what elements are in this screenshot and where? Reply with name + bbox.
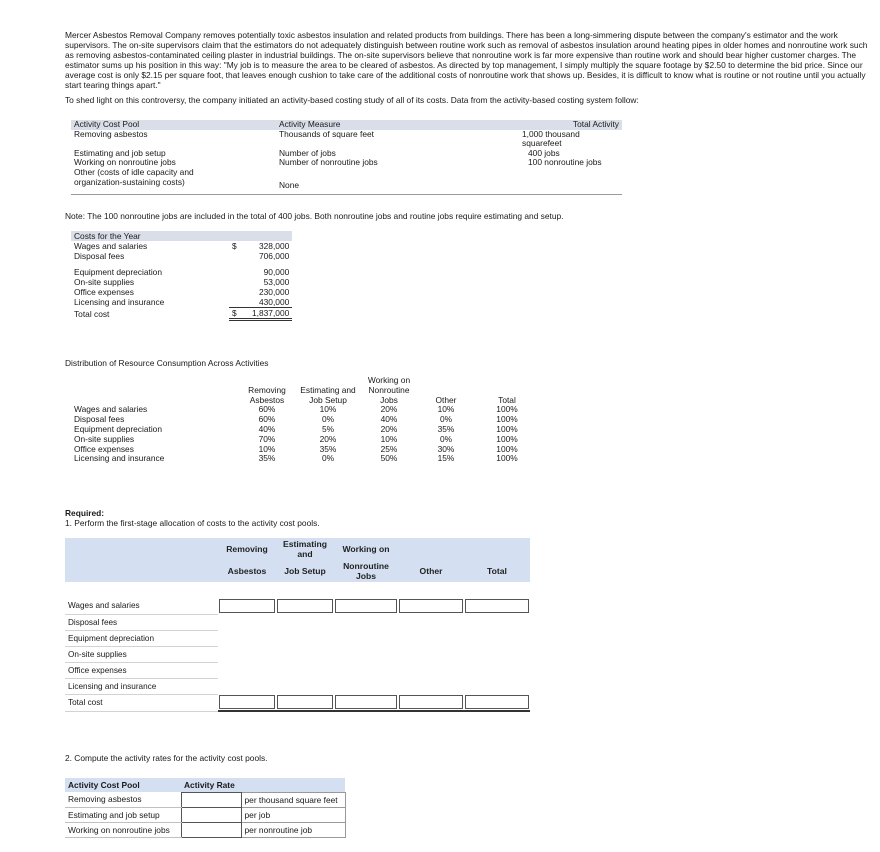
dist-value: 10% — [319, 404, 337, 415]
cost-label: Wages and salaries — [74, 241, 148, 251]
distribution-title: Distribution of Resource Consumption Across Activities — [65, 358, 269, 368]
cost-dollar: $ — [229, 308, 249, 320]
cost-total-row — [71, 308, 292, 320]
pool-total: 100 nonroutine jobs — [528, 157, 602, 168]
cost-row — [71, 241, 292, 251]
dist-value: 60% — [258, 404, 276, 415]
dist-header-nonroutine-3: Jobs — [380, 394, 398, 405]
pool-total: 1,000 thousand squarefeet — [522, 128, 580, 149]
grid-h-job-setup: Job Setup — [276, 560, 334, 582]
distribution-row — [71, 454, 537, 464]
dist-value: 100% — [496, 414, 518, 425]
pool-total — [446, 168, 622, 178]
dist-value: 20% — [319, 433, 337, 444]
measure-header: Activity Measure — [276, 120, 446, 130]
cost-dollar — [229, 287, 249, 297]
grid-row-label: Licensing and insurance — [65, 678, 218, 694]
rate-input[interactable] — [181, 822, 241, 837]
dist-row-label: Office expenses — [74, 443, 134, 454]
dist-value: 35% — [319, 443, 337, 454]
grid-h-estimating: Estimating and — [276, 538, 334, 560]
rate-input[interactable] — [181, 807, 241, 822]
dist-value: 15% — [437, 453, 455, 464]
dist-value: 5% — [321, 423, 335, 434]
grid-h-total: Total — [464, 560, 530, 582]
note-text: Note: The 100 nonroutine jobs are included in the total of 400 jobs. Both nonroutine jobs and routine jobs require estimating and setup. — [65, 211, 564, 221]
allocation-grid — [65, 538, 530, 712]
dist-value: 0% — [439, 414, 453, 425]
grid-row — [65, 630, 530, 646]
pool-total: 400 jobs — [528, 147, 560, 158]
grid-h-nonroutine: Nonroutine Jobs — [334, 560, 398, 582]
rate-pool-header: Activity Cost Pool — [65, 778, 181, 792]
cost-label: Office expenses — [74, 287, 134, 297]
pool-measure — [276, 168, 446, 178]
pool-name: Estimating and job setup — [74, 147, 166, 158]
dist-row-label: On-site supplies — [74, 433, 135, 444]
activity-rate-table — [65, 778, 346, 838]
dist-row-label: Wages and salaries — [74, 404, 148, 415]
grid-row-label: Disposal fees — [65, 614, 218, 630]
dist-header-nonroutine-2: Nonroutine — [368, 384, 410, 395]
grid-row-label: Equipment depreciation — [65, 630, 218, 646]
distribution-row — [71, 405, 537, 415]
cost-row — [71, 287, 292, 297]
distribution-header-row — [71, 386, 537, 396]
pool-measure: Number of jobs — [279, 147, 336, 158]
pool-measure: Number of nonroutine jobs — [279, 157, 378, 168]
grid-row — [65, 694, 530, 711]
input-cell[interactable] — [465, 599, 529, 613]
cost-label: Licensing and insurance — [74, 297, 165, 308]
dist-value: 35% — [437, 423, 455, 434]
grid-h-other: Other — [398, 560, 464, 582]
dist-row-label: Equipment depreciation — [74, 423, 162, 434]
dist-header-nonroutine-1: Working on — [367, 375, 411, 385]
grid-row-label: Wages and salaries — [65, 598, 218, 614]
distribution-row — [71, 425, 537, 435]
pool-name: Working on nonroutine jobs — [74, 157, 176, 168]
cost-amount: 90,000 — [263, 267, 290, 277]
rate-unit: per job — [241, 807, 345, 822]
activity-pool-table — [71, 120, 622, 195]
grid-header-bottom — [65, 560, 530, 582]
dist-header-estimating-1: Estimating and — [300, 384, 356, 395]
rate-row — [65, 807, 345, 822]
intro-paragraph-2: To shed light on this controversy, the company initiated an activity-based costing study of all of its costs. Data from the activity-based costing system follow: — [65, 94, 639, 105]
input-cell[interactable] — [277, 695, 333, 709]
dist-header-total: Total — [498, 394, 516, 405]
dist-value: 60% — [258, 414, 276, 425]
pool-measure: None — [276, 178, 446, 195]
pool-measure: Thousands of square feet — [279, 128, 374, 139]
cost-dollar: $ — [232, 241, 237, 251]
cost-dollar — [229, 297, 249, 308]
question-2: 2. Compute the activity rates for the activity cost pools. — [65, 753, 268, 763]
pool-name: Other (costs of idle capacity and — [74, 166, 194, 177]
rate-header-row — [65, 778, 345, 792]
dist-value: 25% — [380, 443, 398, 454]
grid-h-asbestos: Asbestos — [218, 560, 276, 582]
pool-name: Removing asbestos — [74, 128, 148, 139]
cost-dollar — [229, 251, 249, 261]
rate-pool-name: Working on nonroutine jobs — [65, 822, 181, 837]
rate-unit: per thousand square feet — [241, 792, 345, 807]
cost-label: Disposal fees — [74, 251, 125, 261]
rate-input[interactable] — [181, 792, 241, 807]
input-cell[interactable] — [399, 599, 463, 613]
rate-pool-name: Removing asbestos — [65, 792, 181, 807]
dist-value: 100% — [496, 453, 518, 464]
dist-header-other: Other — [435, 394, 457, 405]
distribution-table — [71, 376, 537, 464]
question-1: 1. Perform the first-stage allocation of costs to the activity cost pools. — [65, 518, 320, 529]
pool-name: organization-sustaining costs) — [71, 178, 276, 195]
input-cell[interactable] — [465, 695, 529, 709]
costs-header: Costs for the Year — [71, 231, 292, 241]
cost-row — [71, 267, 292, 277]
input-cell[interactable] — [277, 599, 333, 613]
cost-label: Total cost — [74, 308, 110, 319]
dist-value: 20% — [380, 423, 398, 434]
dist-header-removing-2: Asbestos — [249, 394, 285, 405]
grid-row-label: Total cost — [65, 694, 218, 711]
dist-value: 40% — [258, 423, 276, 434]
grid-row-label: On-site supplies — [65, 646, 218, 662]
cost-amount: 328,000 — [258, 241, 290, 251]
input-cell[interactable] — [219, 695, 275, 709]
dist-value: 70% — [258, 433, 276, 444]
cost-row — [71, 297, 292, 308]
dist-row-label: Licensing and insurance — [74, 453, 165, 464]
required-section — [65, 508, 320, 529]
grid-row — [65, 662, 530, 678]
grid-row — [65, 678, 530, 694]
cost-row — [71, 277, 292, 287]
dist-value: 10% — [380, 433, 398, 444]
dist-value: 50% — [380, 453, 398, 464]
rate-row — [65, 822, 345, 837]
cost-amount: 1,837,000 — [249, 308, 292, 320]
intro-paragraph-1: Mercer Asbestos Removal Company removes potentially toxic asbestos insulation and related products from buildings. There has been a long-simmering dispute between the company's estimator and the work supervisors. The on-site supervisors claim that the estimators do not adequately distinguish between routine work such as removal of asbestos insulation around heating pipes in older homes and nonroutine work such as removing asbestos-contaminated ceiling plaster in industrial buildings. The on-site supervisors believe that nonroutine work is far more expensive than routine work and should bear higher customer charges. The estimator sums up his position in this way: "My job is to measure the area to be cleared of asbestos. As directed by top management, I simply multiply the square footage by $2.50 to determine the bid price. Since our average cost is only $2.15 per square foot, that leaves enough cushion to take care of the additional costs of nonroutine work that shows up. Besides, it is difficult to know what is routine or not routine until you actually start tearing things apart." — [65, 30, 868, 91]
distribution-row — [71, 435, 537, 445]
dist-row-label: Disposal fees — [74, 414, 125, 425]
cost-amount: 53,000 — [263, 277, 290, 287]
dist-value: 100% — [496, 433, 518, 444]
pool-header: Activity Cost Pool — [71, 120, 276, 130]
dist-value: 10% — [437, 404, 455, 415]
problem-intro — [65, 30, 871, 109]
grid-row-label: Office expenses — [65, 662, 218, 678]
rate-row — [65, 792, 345, 807]
rate-unit: per nonroutine job — [241, 822, 345, 837]
dist-value: 0% — [439, 433, 453, 444]
dist-value: 10% — [258, 443, 276, 454]
dist-value: 20% — [380, 404, 398, 415]
cost-label: Equipment depreciation — [74, 267, 162, 277]
total-activity-header: Total Activity — [446, 120, 622, 130]
grid-row — [65, 614, 530, 630]
dist-header-estimating-2: Job Setup — [309, 394, 347, 405]
cost-amount: 430,000 — [249, 297, 292, 308]
input-cell[interactable] — [399, 695, 463, 709]
input-cell[interactable] — [335, 599, 397, 613]
dist-value: 100% — [496, 423, 518, 434]
input-cell[interactable] — [219, 599, 275, 613]
cost-dollar — [229, 277, 249, 287]
cost-amount: 706,000 — [258, 251, 290, 261]
pool-row — [71, 130, 622, 149]
input-cell[interactable] — [335, 695, 397, 709]
cost-amount: 230,000 — [258, 287, 290, 297]
rate-header: Activity Rate — [181, 778, 241, 792]
grid-h-working: Working on — [334, 538, 398, 560]
dist-header-removing-1: Removing — [248, 384, 286, 395]
dist-value: 40% — [380, 414, 398, 425]
dist-value: 35% — [258, 453, 276, 464]
dist-value: 100% — [496, 404, 518, 415]
required-heading: Required: — [65, 508, 105, 518]
rate-pool-name: Estimating and job setup — [65, 807, 181, 822]
dist-value: 0% — [321, 453, 335, 464]
grid-row — [65, 598, 530, 614]
pool-row — [71, 178, 622, 195]
grid-row — [65, 646, 530, 662]
grid-h-removing: Removing — [218, 538, 276, 560]
grid-header-top — [65, 538, 530, 560]
dist-value: 30% — [437, 443, 455, 454]
cost-dollar — [229, 267, 249, 277]
dist-value: 0% — [321, 414, 335, 425]
cost-row — [71, 251, 292, 261]
pool-total — [446, 178, 622, 195]
dist-value: 100% — [496, 443, 518, 454]
cost-label: On-site supplies — [74, 277, 135, 287]
costs-table — [71, 231, 292, 321]
